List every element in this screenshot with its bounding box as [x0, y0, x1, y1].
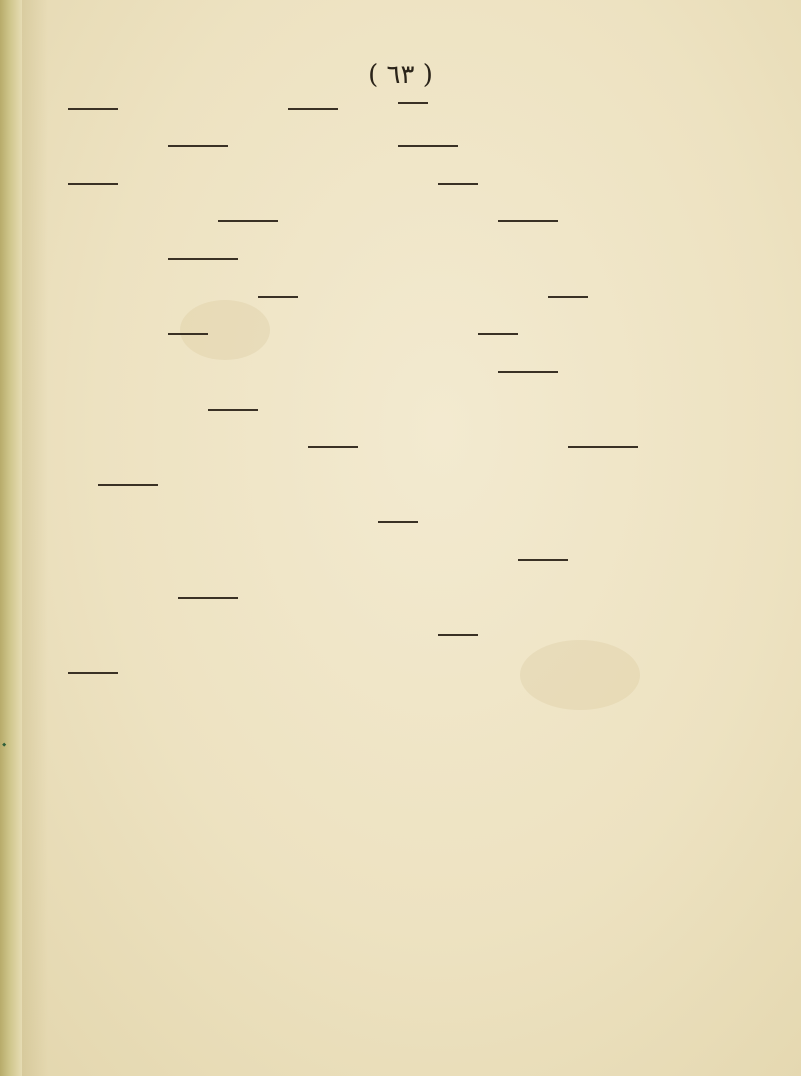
- text-overline: [178, 597, 238, 599]
- text-line: [68, 810, 678, 848]
- text-overline: [258, 296, 298, 298]
- text-overline: [218, 220, 278, 222]
- text-overline: [498, 220, 558, 222]
- text-line: [68, 209, 678, 247]
- text-line: [68, 547, 678, 585]
- text-line: [68, 735, 678, 773]
- text-overline: [378, 521, 418, 523]
- text-overline: [308, 446, 358, 448]
- text-overline: [398, 145, 458, 147]
- text-line: [68, 96, 678, 134]
- text-overline: [68, 108, 118, 110]
- gutter-shadow: [22, 0, 48, 1076]
- text-overline: [568, 446, 638, 448]
- text-line: [68, 773, 678, 811]
- text-overline: [398, 102, 428, 104]
- text-overline: [168, 258, 238, 260]
- text-overline: [288, 108, 338, 110]
- text-line: [68, 660, 678, 698]
- text-overline: [208, 409, 258, 411]
- arabic-text-body: [68, 96, 678, 1026]
- text-line: [68, 472, 678, 510]
- text-line: [68, 585, 678, 623]
- text-line: [68, 923, 678, 961]
- text-overline: [98, 484, 158, 486]
- page-number: ( ٦٣ ): [368, 60, 433, 90]
- text-line: [68, 284, 678, 322]
- text-line: [68, 397, 678, 435]
- text-line: [68, 510, 678, 548]
- text-line: [68, 961, 678, 999]
- text-line: [68, 134, 678, 172]
- text-overline: [518, 559, 568, 561]
- text-line: [68, 622, 678, 660]
- text-overline: [498, 371, 558, 373]
- text-line: [68, 322, 678, 360]
- text-overline: [68, 183, 118, 185]
- text-overline: [168, 333, 208, 335]
- text-overline: [548, 296, 588, 298]
- margin-mark-icon: ⬩: [2, 737, 7, 751]
- text-line: [68, 171, 678, 209]
- text-line: [68, 359, 678, 397]
- text-line: [68, 246, 678, 284]
- text-overline: [438, 634, 478, 636]
- text-line: [68, 848, 678, 886]
- text-line: [68, 698, 678, 736]
- text-overline: [478, 333, 518, 335]
- text-line: [68, 434, 678, 472]
- text-line: [68, 886, 678, 924]
- text-overline: [168, 145, 228, 147]
- text-overline: [68, 672, 118, 674]
- binding-gutter: [0, 0, 22, 1076]
- text-overline: [438, 183, 478, 185]
